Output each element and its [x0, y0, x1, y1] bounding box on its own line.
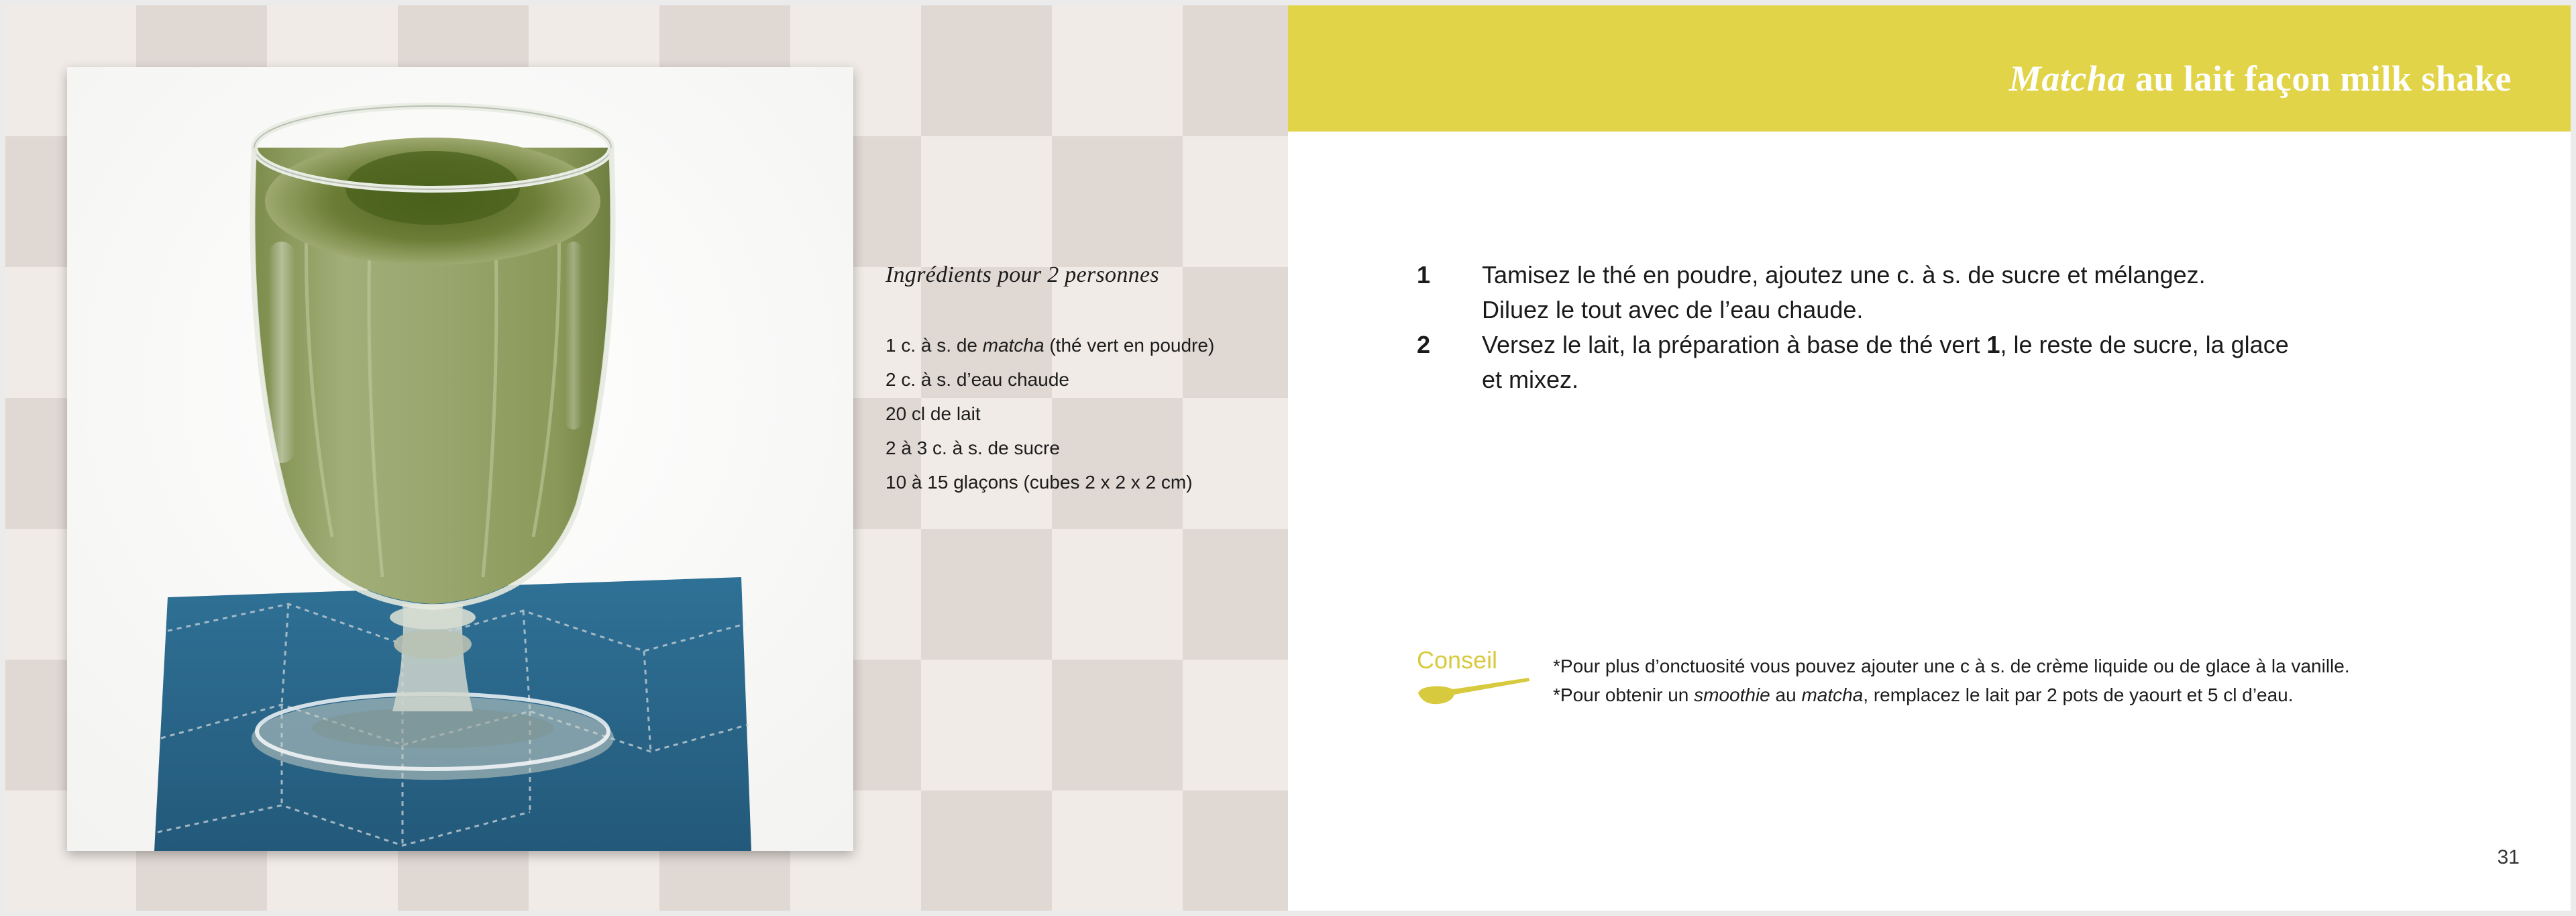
recipe-steps — [1417, 258, 2356, 397]
spoon-icon — [1417, 674, 1531, 708]
recipe-title: Matcha au lait façon milk shake — [2008, 58, 2512, 99]
glass-bowl — [252, 106, 612, 607]
step-text: et mixez. — [1482, 366, 1579, 393]
tip-line: *Pour plus d’onctuosité vous pouvez ajouter une c à s. de crème liquide ou de glace à la vanille. — [1553, 656, 2350, 676]
step-text: Diluez le tout avec de l’eau chaude. — [1482, 296, 1864, 323]
step-number: 1 — [1417, 261, 1431, 289]
step-number: 2 — [1417, 331, 1431, 358]
left-page — [5, 5, 1288, 911]
ingredients-panel — [885, 262, 1288, 499]
ingredient-item: 1 c. à s. de matcha (thé vert en poudre) — [885, 335, 1215, 356]
title-band — [1288, 5, 2571, 132]
tip-text — [1553, 652, 2350, 709]
step-1 — [1417, 258, 2356, 327]
ingredient-item: 10 à 15 glaçons (cubes 2 x 2 x 2 cm) — [885, 472, 1193, 493]
step-text: Versez le lait, la préparation à base de thé vert 1, le reste de sucre, la glace — [1482, 331, 2289, 358]
tip-label: Conseil — [1417, 646, 1498, 674]
ingredients-list — [885, 328, 1288, 499]
page-number: 31 — [2497, 846, 2520, 868]
ingredient-item: 2 c. à s. d’eau chaude — [885, 369, 1069, 390]
step-text: Tamisez le thé en poudre, ajoutez une c. à s. de sucre et mélangez. — [1482, 261, 2206, 289]
matcha-milkshake-photo — [67, 67, 853, 851]
ingredients-heading: Ingrédients pour 2 personnes — [885, 262, 1159, 287]
ingredient-item: 2 à 3 c. à s. de sucre — [885, 438, 1060, 458]
right-page — [1288, 5, 2571, 911]
tip-line: *Pour obtenir un smoothie au matcha, remplacez le lait par 2 pots de yaourt et 5 cl d’eau. — [1553, 684, 2294, 705]
ingredient-item: 20 cl de lait — [885, 403, 981, 424]
step-2 — [1417, 327, 2356, 397]
